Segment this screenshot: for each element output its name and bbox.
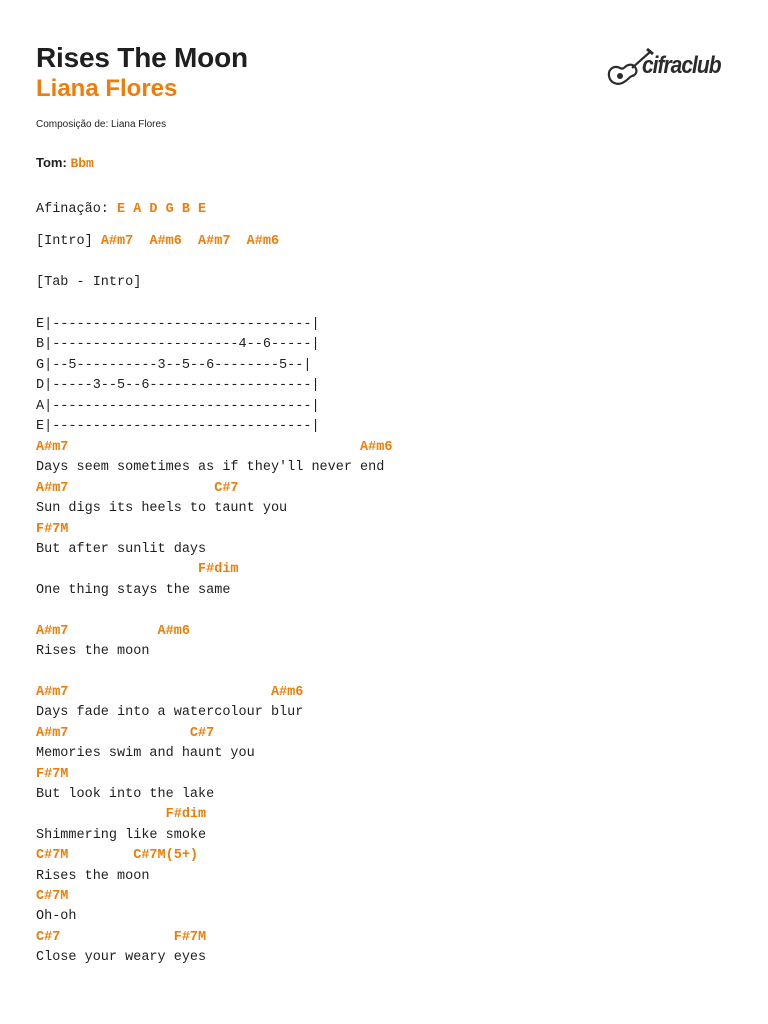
chord-line[interactable]: F#dim bbox=[36, 807, 207, 823]
tab-section-label: [Tab - Intro] bbox=[36, 275, 142, 290]
chord-line[interactable]: F#dim bbox=[36, 562, 239, 578]
chord-line[interactable]: A#m7 A#m6 bbox=[36, 623, 190, 639]
cifraclub-logo[interactable] bbox=[606, 46, 722, 92]
tuning-notes[interactable]: E A D G B E bbox=[117, 202, 207, 217]
song-body bbox=[36, 438, 392, 969]
lyric-line: Rises the moon bbox=[36, 868, 150, 884]
lyric-line: Sun digs its heels to taunt you bbox=[36, 501, 288, 517]
tablature bbox=[36, 315, 320, 437]
lyric-line: Days seem sometimes as if they'll never end bbox=[36, 460, 385, 476]
lyric-line: But look into the lake bbox=[36, 786, 215, 802]
composer-line bbox=[36, 119, 166, 130]
key-label: Tom: bbox=[36, 155, 67, 170]
key-value[interactable]: Bbm bbox=[70, 156, 94, 171]
composer-name: Liana Flores bbox=[111, 119, 167, 130]
chord-line[interactable]: F#7M bbox=[36, 766, 69, 782]
intro-label: [Intro] bbox=[36, 234, 93, 249]
tab-line: D|-----3--5--6--------------------| bbox=[36, 378, 320, 394]
tab-line: B|-----------------------4--6-----| bbox=[36, 337, 320, 353]
chord-line[interactable]: A#m7 A#m6 bbox=[36, 440, 393, 455]
lyric-line: Close your weary eyes bbox=[36, 950, 207, 966]
chord-line[interactable]: C#7 F#7M bbox=[36, 929, 207, 945]
intro-line bbox=[36, 234, 279, 250]
chord-line[interactable]: F#7M bbox=[36, 521, 69, 537]
chord-line[interactable]: C#7M bbox=[36, 888, 69, 904]
logo-text: cifraclub bbox=[642, 52, 721, 79]
chord[interactable]: A#m7 bbox=[100, 234, 134, 249]
blank-line bbox=[36, 601, 392, 621]
artist-name[interactable]: Liana Flores bbox=[36, 75, 178, 102]
tuning-label: Afinação: bbox=[36, 202, 109, 217]
tab-line: G|--5----------3--5--6--------5--| bbox=[36, 357, 312, 373]
chord-line[interactable]: C#7M C#7M(5+) bbox=[36, 848, 199, 864]
chord-line[interactable]: A#m7 C#7 bbox=[36, 725, 215, 741]
lyric-line: Shimmering like smoke bbox=[36, 827, 207, 843]
tab-line: A|--------------------------------| bbox=[36, 398, 320, 414]
lyric-line: Memories swim and haunt you bbox=[36, 746, 255, 762]
lyric-line: Rises the moon bbox=[36, 644, 150, 660]
song-title: Rises The Moon bbox=[36, 42, 248, 73]
lyric-line: Days fade into a watercolour blur bbox=[36, 705, 304, 721]
composer-label: Composição de: bbox=[36, 119, 109, 130]
tab-line: E|--------------------------------| bbox=[36, 419, 320, 435]
lyric-line: But after sunlit days bbox=[36, 542, 207, 558]
chord[interactable]: A#m6 bbox=[246, 234, 280, 249]
lyric-line: One thing stays the same bbox=[36, 582, 231, 598]
key-line bbox=[36, 155, 94, 171]
blank-line bbox=[36, 662, 392, 682]
tuning-line bbox=[36, 202, 206, 218]
chord[interactable]: A#m7 bbox=[198, 234, 231, 249]
chord[interactable]: A#m6 bbox=[149, 234, 182, 249]
chord-line[interactable]: A#m7 C#7 bbox=[36, 480, 239, 496]
lyric-line: Oh-oh bbox=[36, 909, 77, 925]
tab-line: E|--------------------------------| bbox=[36, 317, 320, 332]
chord-line[interactable]: A#m7 A#m6 bbox=[36, 684, 304, 700]
